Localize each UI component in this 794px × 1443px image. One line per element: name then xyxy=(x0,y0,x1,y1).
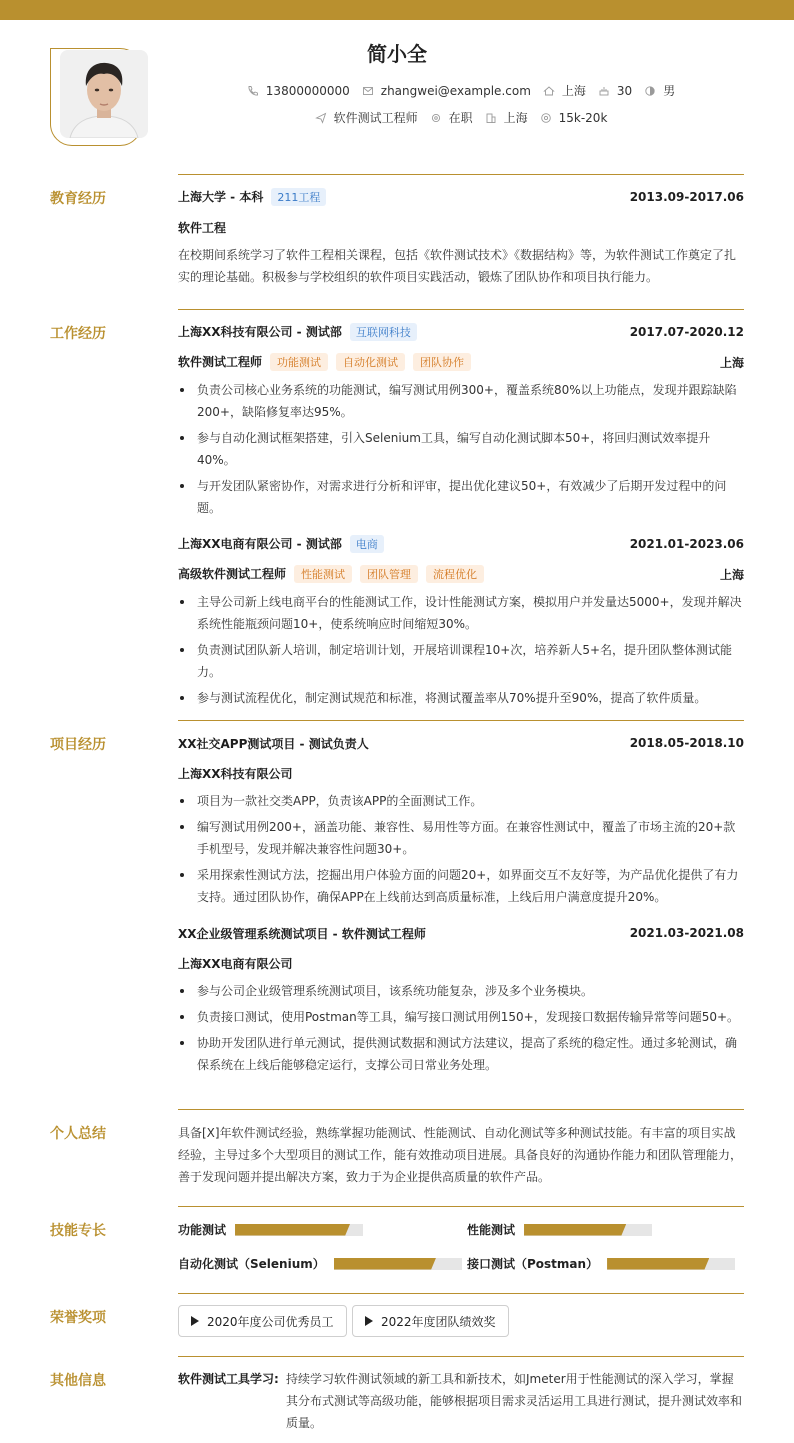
project-entry xyxy=(178,734,744,908)
section-divider xyxy=(178,1206,744,1207)
skill-bar xyxy=(524,1224,652,1236)
skill-name: 自动化测试（Selenium） xyxy=(178,1257,325,1271)
skill-tag: 性能测试 xyxy=(294,565,352,583)
status-item xyxy=(430,109,473,126)
skill-bar-fill xyxy=(524,1224,626,1236)
section-divider xyxy=(178,1293,744,1294)
cake-icon xyxy=(598,85,610,97)
email-text: zhangwei@example.com xyxy=(380,83,531,98)
triangle-right-icon xyxy=(191,1316,199,1326)
section-title: 项目经历 xyxy=(50,737,106,753)
other-label: 软件测试工具学习: xyxy=(178,1372,279,1386)
project-entry xyxy=(178,924,744,1076)
skill-bar xyxy=(607,1258,735,1270)
section-title: 教育经历 xyxy=(50,191,106,207)
list-item: 参与自动化测试框架搭建，引入Selenium工具，编写自动化测试脚本50+，将回归测试效率提升40%。 xyxy=(178,427,744,471)
job-date: 2021.01-2023.06 xyxy=(629,537,744,551)
award-text: 2020年度公司优秀员工 xyxy=(207,1314,334,1329)
coin-icon xyxy=(540,112,552,124)
status-text: 在职 xyxy=(448,111,473,125)
skill-bar-fill xyxy=(334,1258,436,1270)
phone-item xyxy=(247,84,350,98)
job-intent-row xyxy=(178,109,744,126)
company-name: 上海XX电商有限公司 - 测试部 xyxy=(178,537,342,551)
list-item: 协助开发团队进行单元测试，提供测试数据和测试方法建议，提高了系统的稳定性。通过多轮测试，确保系统在上线后能够稳定运行，支撑公司日常业务处理。 xyxy=(178,1032,744,1076)
summary-text: 具备[X]年软件测试经验，熟练掌握功能测试、性能测试、自动化测试等多种测试技能。有丰富的项目实战经验，主导过多个大型项目的测试工作，能有效推动项目进展。具备良好的沟通协作能力和团队管理能力，善于发现问题并提出解决方案，致力于为企业提供高质量的软件产品。 xyxy=(178,1126,743,1184)
award-text: 2022年度团队绩效奖 xyxy=(381,1314,496,1329)
triangle-right-icon xyxy=(365,1316,373,1326)
section-title: 技能专长 xyxy=(50,1223,106,1239)
location-text: 上海 xyxy=(561,84,586,98)
phone-icon xyxy=(247,85,259,97)
gender-item xyxy=(644,82,675,99)
skill-item xyxy=(178,1221,363,1238)
list-item: 负责测试团队新人培训，制定培训计划，开展培训课程10+次，培养新人5+名，提升团队整体测试能力。 xyxy=(178,639,744,683)
job-city: 上海 xyxy=(719,567,744,582)
award-item xyxy=(178,1305,347,1337)
list-item: 主导公司新上线电商平台的性能测试工作，设计性能测试方案，模拟用户并发量达5000+，发现并解决系统性能瓶颈问题10+，使系统响应时间缩短30%。 xyxy=(178,591,744,635)
target-city-text: 上海 xyxy=(503,111,528,125)
gender-text: 男 xyxy=(663,84,676,98)
industry-tag: 互联网科技 xyxy=(350,323,417,341)
list-item: 项目为一款社交类APP，负责该APP的全面测试工作。 xyxy=(178,790,744,812)
list-item: 编写测试用例200+，涵盖功能、兼容性、易用性等方面。在兼容性测试中，覆盖了市场主流的20+款手机型号，发现并解决兼容性问题30+。 xyxy=(178,816,744,860)
list-item: 采用探索性测试方法，挖掘出用户体验方面的问题20+，如界面交互不友好等，为产品优化提供了有力支持。通过团队协作，确保APP在上线前达到高质量标准，上线后用户满意度提升20%。 xyxy=(178,864,744,908)
project-company: 上海XX科技有限公司 xyxy=(178,766,293,781)
skill-tag: 团队协作 xyxy=(413,353,471,371)
skill-tag: 自动化测试 xyxy=(336,353,405,371)
gender-icon xyxy=(644,85,656,97)
skill-name: 功能测试 xyxy=(178,1223,227,1237)
list-item: 与开发团队紧密协作，对需求进行分析和评审，提出优化建议50+，有效减少了后期开发过程中的问题。 xyxy=(178,475,744,519)
education-desc: 在校期间系统学习了软件工程相关课程，包括《软件测试技术》《数据结构》等，为软件测试工作奠定了扎实的理论基础。积极参与学校组织的软件项目实践活动，锻炼了团队协作和项目执行能力。 xyxy=(178,248,737,284)
skill-tag: 功能测试 xyxy=(270,353,328,371)
list-item: 负责接口测试，使用Postman等工具，编写接口测试用例150+，发现接口数据传输异常等问题50+。 xyxy=(178,1006,744,1028)
company-name: 上海XX科技有限公司 - 测试部 xyxy=(178,325,342,339)
skill-tag: 流程优化 xyxy=(426,565,484,583)
section-title: 其他信息 xyxy=(50,1373,106,1389)
skill-item xyxy=(467,1221,652,1238)
candidate-name: 简小全 xyxy=(367,42,427,66)
project-company: 上海XX电商有限公司 xyxy=(178,956,293,971)
job-intent-text: 软件测试工程师 xyxy=(333,111,418,125)
age-text: 30 xyxy=(616,83,633,98)
section-title: 工作经历 xyxy=(50,326,106,342)
section-title: 荣誉奖项 xyxy=(50,1310,106,1326)
skill-tag: 团队管理 xyxy=(360,565,418,583)
position: 软件测试工程师 xyxy=(178,355,263,369)
list-item: 负责公司核心业务系统的功能测试，编写测试用例300+，覆盖系统80%以上功能点，发现并跟踪缺陷200+，缺陷修复率达95%。 xyxy=(178,379,744,423)
email-icon xyxy=(362,85,374,97)
job-intent-item xyxy=(315,109,418,126)
send-icon xyxy=(315,112,327,124)
salary-item xyxy=(540,111,608,125)
contact-row xyxy=(178,82,744,99)
section-divider xyxy=(178,174,744,175)
target-city-item xyxy=(485,109,528,126)
salary-text: 15k-20k xyxy=(558,110,608,125)
project-name: XX社交APP测试项目 - 测试负责人 xyxy=(178,736,369,751)
job-entry xyxy=(178,323,744,519)
skill-bar xyxy=(334,1258,462,1270)
project-name: XX企业级管理系统测试项目 - 软件测试工程师 xyxy=(178,926,426,941)
section-divider xyxy=(178,720,744,721)
skill-bar-fill xyxy=(235,1224,350,1236)
section-divider xyxy=(178,1356,744,1357)
list-item: 参与测试流程优化，制定测试规范和标准，将测试覆盖率从70%提升至90%，提高了软件质量。 xyxy=(178,687,744,709)
skill-name: 接口测试（Postman） xyxy=(467,1257,599,1271)
top-accent-bar xyxy=(0,0,794,20)
building-icon xyxy=(485,112,497,124)
school-tag: 211工程 xyxy=(271,188,326,206)
age-item xyxy=(598,84,632,98)
skill-item xyxy=(178,1255,462,1272)
project-date: 2018.05-2018.10 xyxy=(629,736,744,750)
section-divider xyxy=(178,309,744,310)
list-item: 参与公司企业级管理系统测试项目，该系统功能复杂，涉及多个业务模块。 xyxy=(178,980,744,1002)
job-date: 2017.07-2020.12 xyxy=(629,325,744,339)
school-name: 上海大学 - 本科 xyxy=(178,190,264,204)
skill-bar xyxy=(235,1224,363,1236)
other-text: 持续学习软件测试领域的新工具和新技术，如Jmeter用于性能测试的深入学习，掌握其分布式测试等高级功能，能够根据项目需求灵活运用工具进行测试，提升测试效率和质量。 xyxy=(286,1372,743,1430)
gear-icon xyxy=(430,112,442,124)
major: 软件工程 xyxy=(178,220,227,235)
position: 高级软件测试工程师 xyxy=(178,567,287,581)
skill-name: 性能测试 xyxy=(467,1223,516,1237)
job-entry xyxy=(178,535,744,709)
location-item xyxy=(543,82,586,99)
section-divider xyxy=(178,1109,744,1110)
section-title: 个人总结 xyxy=(50,1126,106,1142)
project-date: 2021.03-2021.08 xyxy=(629,926,744,940)
education-date: 2013.09-2017.06 xyxy=(629,190,744,204)
skill-item xyxy=(467,1255,735,1272)
award-item xyxy=(352,1305,509,1337)
phone-text: 13800000000 xyxy=(265,83,350,98)
skill-bar-fill xyxy=(607,1258,709,1270)
job-city: 上海 xyxy=(719,355,744,370)
industry-tag: 电商 xyxy=(350,535,384,553)
home-icon xyxy=(543,85,555,97)
email-item xyxy=(362,84,531,98)
